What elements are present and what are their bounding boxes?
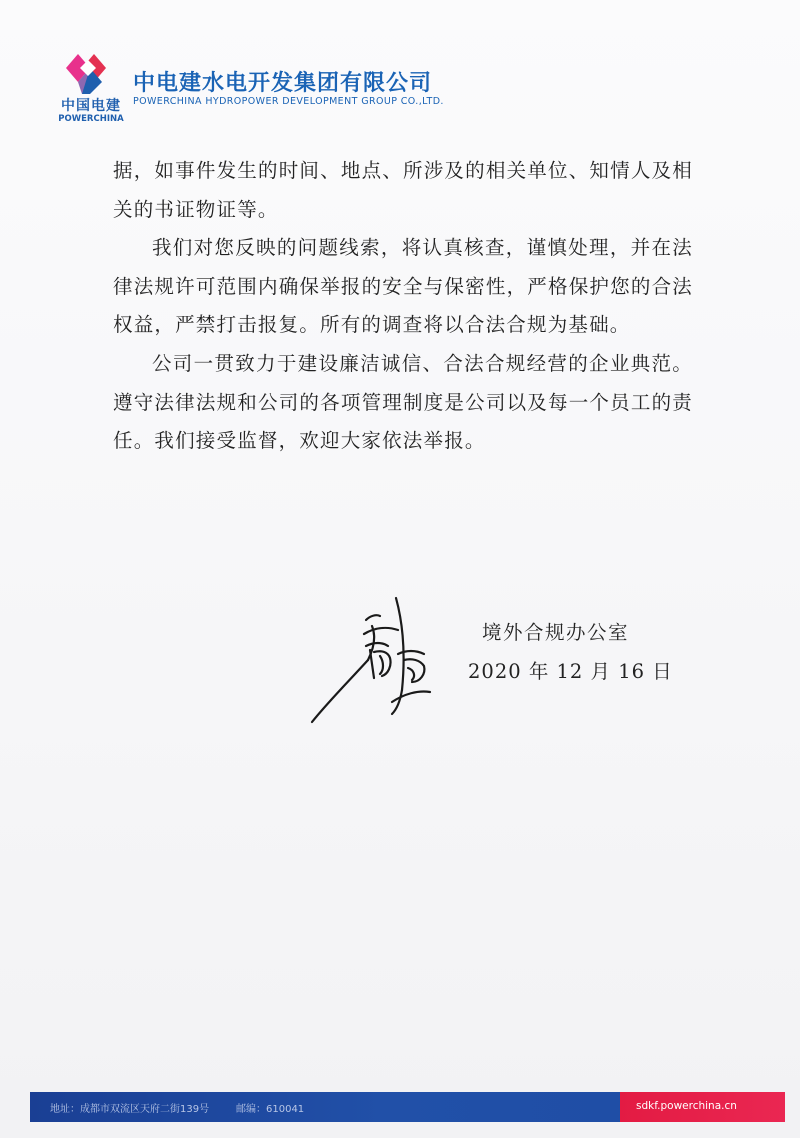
logo-text-en: POWERCHINA bbox=[58, 114, 124, 124]
handwritten-signature bbox=[308, 590, 448, 730]
company-name-en: POWERCHINA HYDROPOWER DEVELOPMENT GROUP CO.,LTD. bbox=[133, 96, 444, 107]
logo-text-cn: 中国电建 bbox=[61, 98, 121, 114]
footer-band bbox=[30, 1092, 785, 1122]
footer-address: 地址：成都市双流区天府二街139号 bbox=[50, 1104, 210, 1115]
letter-body bbox=[113, 152, 693, 461]
footer-blue-bar bbox=[30, 1092, 620, 1122]
issuing-office: 境外合规办公室 bbox=[482, 621, 630, 644]
body-paragraph-2: 我们对您反映的问题线索，将认真核查，谨慎处理，并在法律法规许可范围内确保举报的安全与保密性，严格保护您的合法权益，严禁打击报复。所有的调查将以合法合规为基础。 bbox=[113, 236, 693, 337]
footer-postcode: 邮编：610041 bbox=[236, 1104, 305, 1115]
issue-date: 2020 年 12 月 16 日 bbox=[468, 660, 673, 683]
company-name-cn: 中电建水电开发集团有限公司 bbox=[133, 71, 433, 96]
body-paragraph-3: 公司一贯致力于建设廉洁诚信、合法合规经营的企业典范。遵守法律法规和公司的各项管理制度是公司以及每一个员工的责任。我们接受监督，欢迎大家依法举报。 bbox=[113, 351, 693, 453]
footer-website: sdkf.powerchina.cn bbox=[636, 1100, 737, 1112]
footer-red-bar bbox=[620, 1092, 785, 1122]
powerchina-logo-icon bbox=[62, 46, 114, 94]
body-paragraph-1: 据，如事件发生的时间、地点、所涉及的相关单位、知情人及相关的书证物证等。 bbox=[113, 159, 693, 221]
